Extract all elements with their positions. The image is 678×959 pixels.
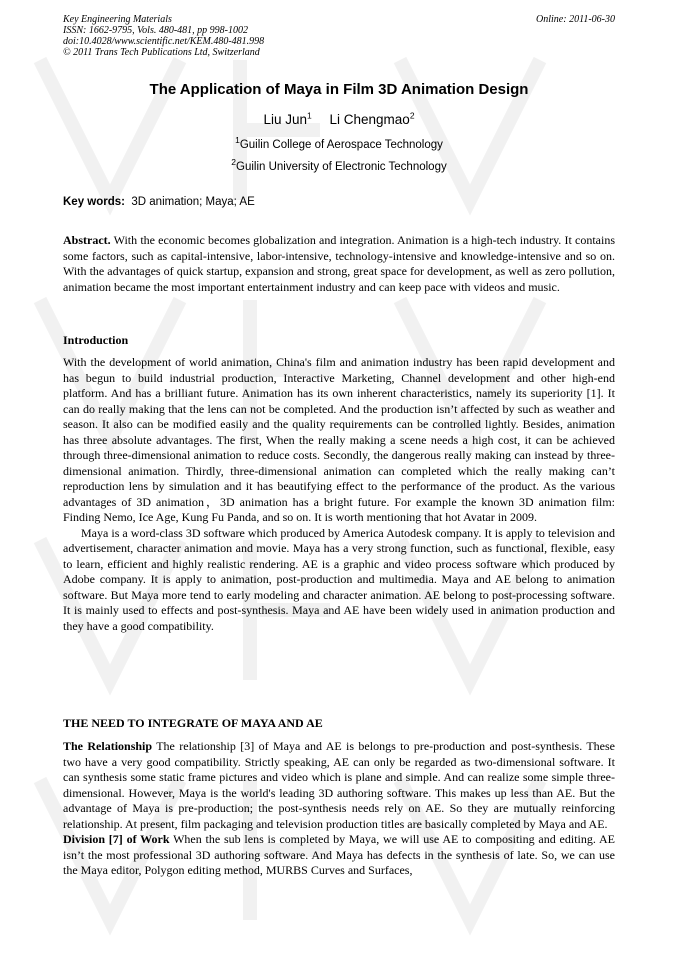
keywords-label: Key words: [63,196,125,208]
introduction-body [63,355,615,634]
introduction-paragraph-2: Maya is a word-class 3D software which produced by America Autodesk company. It is apply to television and advertisement, character animation and movie. Maya has a very strong function, such as functional, flexible, easy to learn, efficient and highly realistic rendering. AE is a graphic and video process software which produced by Adobe company. It is apply to animation, post-production and multimedia. Maya and AE belong to animation software. But Maya more tend to early modeling and character animation. AE belong to post-processing software. It is mainly used to effects and post-synthesis. Maya and AE have been widely used in animation production and they have a good compatibility. [63,525,615,633]
relationship-paragraph [63,739,615,832]
journal-name: Key Engineering Materials [63,14,172,25]
publication-info [63,14,264,58]
division-paragraph [63,832,615,879]
division-text: When the sub lens is completed by Maya, we will use AE to compositing and editing. AE isn’t the most professional 3D authoring software. And Maya has defects in the synthesis of late. So, we can use the Maya editor, Polygon editing method, MURBS Curves and Surfaces, [63,832,615,877]
paper-title: The Application of Maya in Film 3D Animation Design [149,81,529,98]
abstract-text: With the economic becomes globalization and integration. Animation is a high-tech industry. It contains some factors, such as capital-intensive, labor-intensive, technology-intensive and knowledge-intensive and so on. With the advantages of quick startup, expansion and strong, great space for development, as well as zero pollution, animation became the most important entertainment industry and can keep pace with videos and music. [63,233,615,294]
author-2: Li Chengmao$^2$ [329,110,415,127]
doi-line: doi:10.4028/www.scientific.net/KEM.480-481.998 [63,36,265,47]
affiliation-1: $^1$Guilin College of Aerospace Technology [235,135,443,151]
copyright-line: © 2011 Trans Tech Publications Ltd, Switzerland [63,47,260,58]
relationship-text: The relationship [3] of Maya and AE is belongs to pre-production and post-synthesis. These two have a very good compatibility. Strictly speaking, AE can only be regarded as two-dimensional software. It can synthesis some static frame pictures and video which is plane and simple. And can realize some simple three-dimensional. However, Maya is the world's leading 3D authoring software. This makes up less than AE. But the advantage of Maya is pre-production; the post-synthesis needs rely on AE. So they are mutually reinforcing relationship. At present, film packaging and television production titles are basically completed by Maya and AE. [63,739,615,831]
keywords-text: 3D animation; Maya; AE [131,196,255,208]
author-1: Liu Jun$^1$ [263,110,312,127]
issn-line: ISSN: 1662-9795, Vols. 480-481, pp 998-1002 [63,25,248,36]
division-label: Division [7] of Work [63,832,170,846]
section-body-integrate [63,739,615,879]
section-heading-integrate: THE NEED TO INTEGRATE OF MAYA AND AE [63,716,323,730]
introduction-paragraph-1: With the development of world animation, China's film and animation industry has been rapid development and has begun to build industrial production, Interactive Marketing, Channel development and other high-end platform. And has a brilliant future. Animation has its own inherent characteristics, namely its superiority [1]. It can do really making that the lens can not be completed. And the production isn’t affected by such as weather and season. It also can be modified easily and the quality requirements can be controlled lightly. Besides, animation has three absolute advantages. The first, When the really making a scene needs a high cost, it can be achieved through three-dimensional animation to reduce costs. Secondly, the dangerous really making can instead by three-dimensional animation. Thirdly, three-dimensional animation can completed which the really making can’t reproduction lens by simulation and it has beautifying effect to the performance of the product. As the various advantages of 3D animation，3D animation has a bright future. For example the known 3D animation film: Finding Nemo, Ice Age, Kung Fu Panda, and so on. It is worth mentioning that hot Avatar in 2009. [63,355,615,524]
online-date: Online: 2011-06-30 [536,14,615,25]
relationship-label: The Relationship [63,739,153,753]
author-list [0,111,678,129]
abstract [63,233,615,295]
keywords [63,195,255,209]
affiliation-2: $^2$Guilin University of Electronic Technology [231,157,447,173]
introduction-heading: Introduction [63,333,129,347]
abstract-label: Abstract. [63,233,111,247]
